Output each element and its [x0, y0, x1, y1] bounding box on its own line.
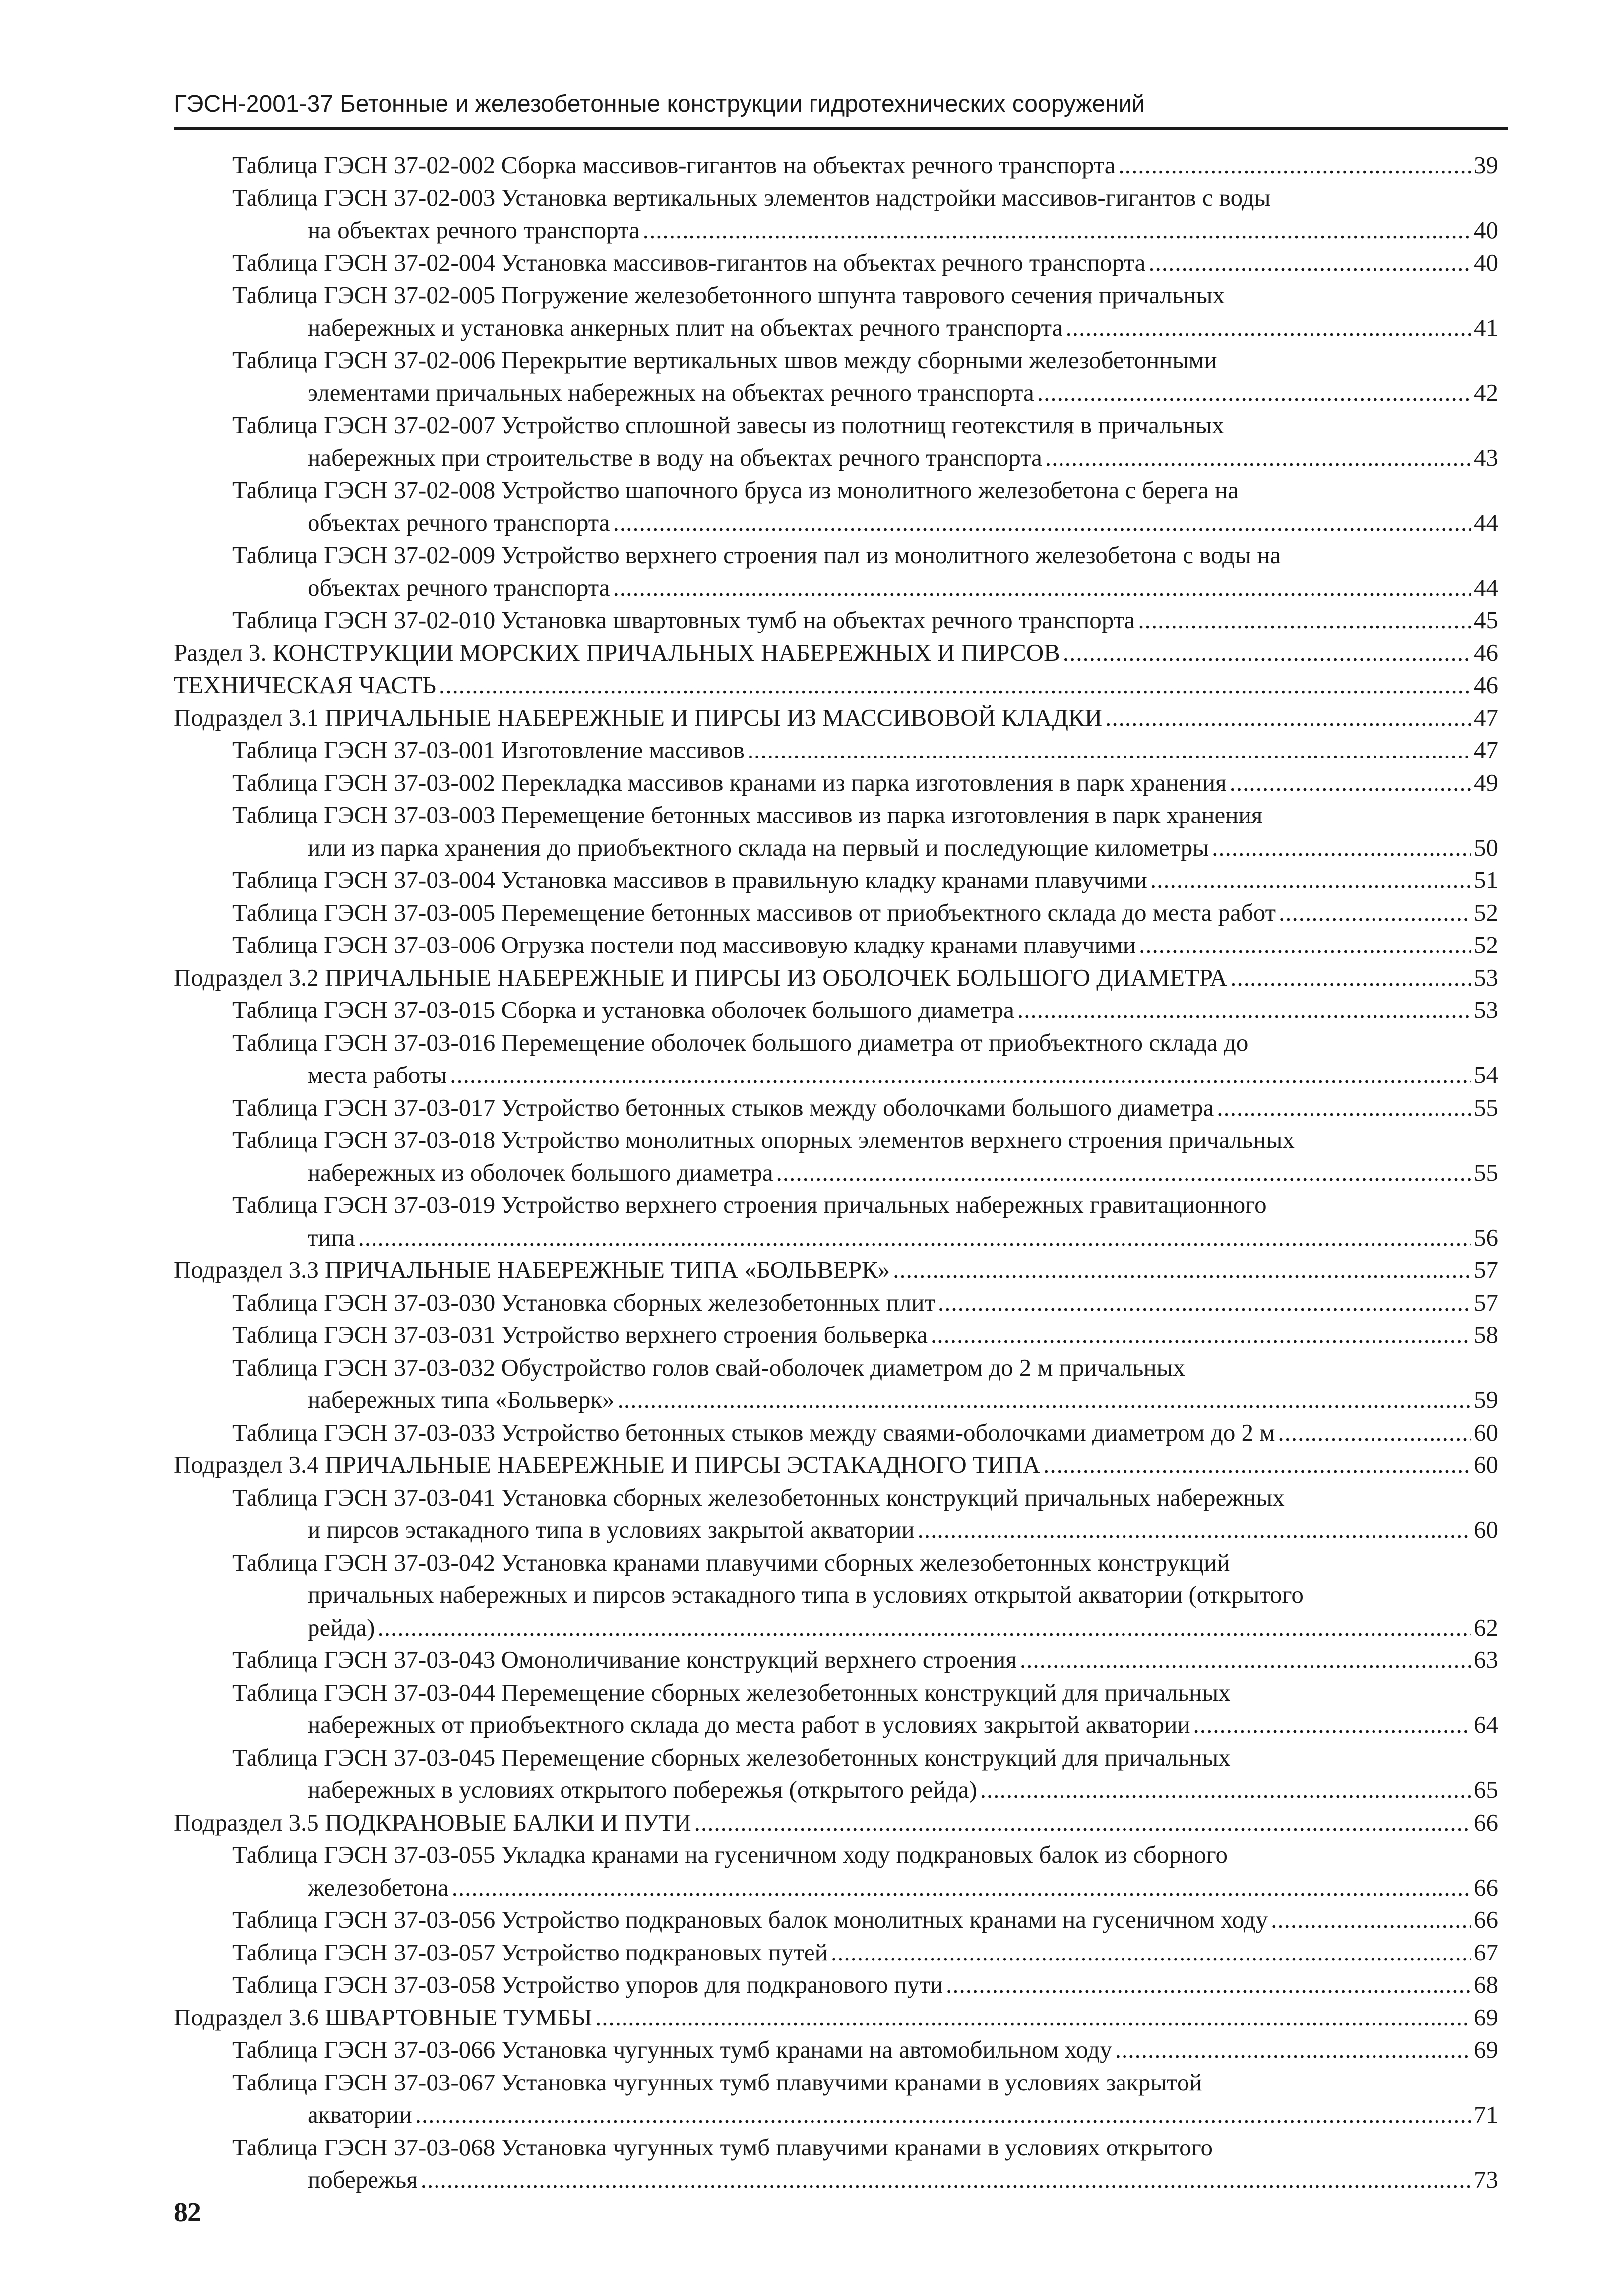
dot-leader [1065, 312, 1471, 344]
toc-entry-text: Таблица ГЭСН 37-02-008 Устройство шапочного бруса из монолитного железобетона с берега на [232, 476, 1239, 504]
toc-entry-text: Подраздел 3.6 ШВАРТОВНЫЕ ТУМБЫ [174, 2003, 592, 2031]
toc-entry-line [232, 1968, 1498, 2001]
toc-entry-text: Таблица ГЭСН 37-03-016 Перемещение оболочек большого диаметра от приобъектного склада до [232, 1028, 1249, 1056]
toc-entry-text: Таблица ГЭСН 37-03-055 Укладка кранами на гусеничном ходу подкрановых балок из сборного [232, 1841, 1228, 1868]
toc-entry-text: Таблица ГЭСН 37-03-031 Устройство верхнего строения больверка [232, 1321, 928, 1348]
dot-leader [938, 1286, 1471, 1319]
toc-entry-line [232, 929, 1498, 961]
toc-entry-text: Таблица ГЭСН 37-03-030 Установка сборных железобетонных плит [232, 1288, 935, 1316]
toc-entry-text: рейда) [308, 1613, 375, 1641]
toc-entry-text: Таблица ГЭСН 37-02-005 Погружение железобетонного шпунта таврового сечения причальных [232, 281, 1225, 309]
toc-entry-text: Таблица ГЭСН 37-03-006 Огрузка постели под массивовую кладку кранами плавучими [232, 931, 1136, 958]
toc-entry-line [308, 1514, 1498, 1546]
toc-entry-line [232, 1741, 1231, 1774]
toc-page-number: 57 [1474, 1256, 1498, 1283]
toc-entry-text: Таблица ГЭСН 37-03-042 Установка кранами плавучими сборных железобетонных конструкций [232, 1548, 1230, 1576]
toc-page-number: 52 [1474, 931, 1498, 958]
toc-entry-line [308, 571, 1498, 604]
toc-entry-text: или из парка хранения до приобъектного склада на первый и последующие километры [308, 833, 1209, 861]
toc-entry-text: Подраздел 3.2 ПРИЧАЛЬНЫЕ НАБЕРЕЖНЫЕ И ПИРСЫ ИЗ ОБОЛОЧЕК БОЛЬШОГО ДИАМЕТРА [174, 963, 1228, 991]
toc-page-number: 60 [1474, 1516, 1498, 1543]
toc-entry-line [232, 864, 1498, 896]
toc-entry-line [232, 1189, 1267, 1221]
toc-section-line [174, 1449, 1498, 1481]
toc-section-line [174, 1806, 1498, 1839]
toc-entry-line [232, 799, 1262, 831]
toc-entry-text: Таблица ГЭСН 37-03-045 Перемещение сборных железобетонных конструкций для причальных [232, 1743, 1231, 1771]
dot-leader [1063, 636, 1471, 669]
toc-entry-line [232, 1026, 1248, 1059]
toc-page-number: 64 [1474, 1711, 1498, 1738]
toc-entry-line [232, 1838, 1228, 1871]
toc-entry-line [308, 377, 1498, 409]
toc-entry-line [308, 2163, 1498, 2196]
toc-entry-line [308, 1156, 1498, 1189]
dot-leader [377, 1611, 1471, 1644]
dot-leader [618, 1384, 1471, 1416]
toc-page-number: 68 [1474, 1971, 1498, 1998]
toc-entry-text: ТЕХНИЧЕСКАЯ ЧАСТЬ [174, 671, 437, 698]
toc-page-number: 56 [1474, 1223, 1498, 1251]
toc-entry-text: на объектах речного транспорта [308, 216, 640, 244]
toc-entry-line [232, 539, 1281, 571]
toc-entry-text: Таблица ГЭСН 37-03-068 Установка чугунных тумб плавучими кранами в условиях открытого [232, 2133, 1213, 2161]
dot-leader [694, 1806, 1471, 1839]
toc-entry-text: места работы [308, 1061, 447, 1088]
dot-leader [1278, 1416, 1471, 1449]
toc-page-number: 45 [1474, 606, 1498, 633]
dot-leader [452, 1871, 1471, 1904]
dot-leader [1230, 961, 1471, 994]
dot-leader [748, 734, 1471, 766]
toc-entry-line [232, 247, 1498, 279]
toc-entry-text: Таблица ГЭСН 37-03-041 Установка сборных железобетонных конструкций причальных набережных [232, 1483, 1285, 1511]
toc-entry-text: объектах речного транспорта [308, 573, 610, 601]
toc-entry-line [232, 1319, 1498, 1351]
toc-page-number: 40 [1474, 216, 1498, 244]
toc-entry-text: причальных набережных и пирсов эстакадного типа в условиях открытой акватории (открытого [308, 1581, 1304, 1608]
toc-page-number: 60 [1474, 1418, 1498, 1446]
toc-entry-text: объектах речного транспорта [308, 508, 610, 536]
toc-entry-text: набережных типа «Больверк» [308, 1386, 615, 1413]
toc-entry-line [308, 2098, 1498, 2131]
toc-entry-line [232, 149, 1498, 182]
dot-leader [1118, 149, 1471, 182]
toc-section-line [174, 1254, 1498, 1286]
toc-entry-line [232, 1124, 1295, 1156]
toc-entry-text: Таблица ГЭСН 37-03-032 Обустройство голов свай-оболочек диаметром до 2 м причальных [232, 1353, 1186, 1381]
toc-section-line [174, 669, 1498, 701]
toc-page-number: 47 [1474, 703, 1498, 731]
dot-leader [1043, 1449, 1471, 1481]
dot-leader [1212, 831, 1471, 864]
toc-page-number: 53 [1474, 963, 1498, 991]
dot-leader [1037, 377, 1471, 409]
toc-entry-line [308, 1708, 1498, 1741]
toc-entry-line [232, 1481, 1285, 1514]
dot-leader [1230, 766, 1471, 799]
toc-section-line [174, 2001, 1498, 2034]
toc-page-number: 69 [1474, 2036, 1498, 2063]
toc-entry-line [232, 474, 1239, 506]
toc-entry-line [232, 2131, 1213, 2164]
toc-page-number: 43 [1474, 443, 1498, 471]
toc-page-number: 55 [1474, 1093, 1498, 1121]
dot-leader [421, 2163, 1471, 2196]
toc-entry-text: акватории [308, 2101, 412, 2128]
toc-entry-text: Таблица ГЭСН 37-02-010 Установка швартовных тумб на объектах речного транспорта [232, 606, 1135, 633]
dot-leader [1150, 864, 1471, 896]
toc-entry-line [232, 1091, 1498, 1124]
dot-leader [1148, 247, 1471, 279]
toc-page-number: 66 [1474, 1906, 1498, 1933]
dot-leader [946, 1968, 1471, 2001]
dot-leader [1020, 1643, 1471, 1676]
dot-leader [831, 1936, 1471, 1969]
toc-entry-text: Таблица ГЭСН 37-03-057 Устройство подкрановых путей [232, 1938, 828, 1966]
toc-page-number: 73 [1474, 2166, 1498, 2193]
toc-entry-line [308, 1871, 1498, 1904]
toc-page-number: 60 [1474, 1451, 1498, 1478]
toc-page-number: 71 [1474, 2101, 1498, 2128]
toc-entry-line [232, 1546, 1230, 1579]
toc-entry-text: Таблица ГЭСН 37-03-044 Перемещение сборных железобетонных конструкций для причальных [232, 1678, 1231, 1706]
dot-leader [613, 506, 1471, 539]
toc-page-number: 42 [1474, 379, 1498, 406]
toc-entry-text: Таблица ГЭСН 37-03-067 Установка чугунных тумб плавучими кранами в условиях закрытой [232, 2068, 1202, 2096]
toc-entry-line [308, 1611, 1498, 1644]
toc-page-number: 49 [1474, 768, 1498, 796]
toc-page-number: 66 [1474, 1873, 1498, 1901]
toc-page-number: 67 [1474, 1938, 1498, 1966]
toc-page-number: 50 [1474, 833, 1498, 861]
dot-leader [1193, 1708, 1471, 1741]
toc-entry-line [232, 994, 1498, 1026]
toc-entry-line [308, 442, 1498, 474]
dot-leader [439, 669, 1471, 701]
toc-page-number: 41 [1474, 314, 1498, 341]
page-number: 82 [174, 2197, 201, 2228]
toc-entry-text: элементами причальных набережных на объектах речного транспорта [308, 379, 1034, 406]
dot-leader [358, 1221, 1471, 1254]
toc-entry-line [232, 604, 1498, 636]
toc-entry-line [308, 1059, 1498, 1091]
toc-page-number: 65 [1474, 1776, 1498, 1803]
toc-entry-text: Таблица ГЭСН 37-03-033 Устройство бетонных стыков между сваями-оболочками диаметром до 2 м [232, 1418, 1275, 1446]
toc-page-number: 62 [1474, 1613, 1498, 1641]
toc-entry-text: набережных из оболочек большого диаметра [308, 1158, 773, 1186]
header-rule [174, 127, 1508, 130]
dot-leader [1279, 896, 1471, 929]
toc-entry-text: Подраздел 3.3 ПРИЧАЛЬНЫЕ НАБЕРЕЖНЫЕ ТИПА «БОЛЬВЕРК» [174, 1256, 890, 1283]
toc-entry-text: набережных в условиях открытого побережья (открытого рейда) [308, 1776, 977, 1803]
toc-entry-text: побережья [308, 2166, 418, 2193]
toc-entry-text: набережных от приобъектного склада до места работ в условиях закрытой акватории [308, 1711, 1190, 1738]
dot-leader [595, 2001, 1471, 2034]
toc-entry-text: железобетона [308, 1873, 449, 1901]
toc-entry-text: Таблица ГЭСН 37-03-056 Устройство подкрановых балок монолитных кранами на гусеничном ходу [232, 1906, 1268, 1933]
toc-page-number: 66 [1474, 1808, 1498, 1836]
dot-leader [450, 1059, 1471, 1091]
toc-entry-text: Таблица ГЭСН 37-02-003 Установка вертикальных элементов надстройки массивов-гигантов с воды [232, 184, 1271, 211]
toc-entry-text: набережных при строительстве в воду на объектах речного транспорта [308, 443, 1042, 471]
toc-section-line [174, 961, 1498, 994]
toc-page-number: 54 [1474, 1061, 1498, 1088]
toc-entry-text: Таблица ГЭСН 37-03-019 Устройство верхнего строения причальных набережных гравитационного [232, 1191, 1267, 1218]
toc-entry-line [232, 1676, 1231, 1709]
toc-page-number: 53 [1474, 996, 1498, 1023]
dot-leader [918, 1514, 1471, 1546]
toc-page-number: 52 [1474, 898, 1498, 926]
toc-entry-line [232, 1286, 1498, 1319]
toc-entry-line [232, 279, 1225, 312]
dot-leader [415, 2098, 1471, 2131]
toc-entry-line [308, 1579, 1304, 1611]
toc-entry-line [232, 766, 1498, 799]
dot-leader [643, 214, 1471, 247]
dot-leader [931, 1319, 1471, 1351]
dot-leader [980, 1773, 1471, 1806]
toc-page-number: 58 [1474, 1321, 1498, 1348]
toc-entry-text: Таблица ГЭСН 37-03-003 Перемещение бетонных массивов из парка изготовления в парк хранения [232, 801, 1263, 828]
toc-page-number: 55 [1474, 1158, 1498, 1186]
toc-entry-text: Таблица ГЭСН 37-02-006 Перекрытие вертикальных швов между сборными железобетонными [232, 346, 1217, 374]
toc-page-number: 39 [1474, 151, 1498, 179]
toc-entry-line [308, 1773, 1498, 1806]
toc-page-number: 57 [1474, 1288, 1498, 1316]
toc-entry-text: Таблица ГЭСН 37-02-002 Сборка массивов-гигантов на объектах речного транспорта [232, 151, 1116, 179]
toc-entry-line [308, 831, 1498, 864]
toc-entry-line [232, 896, 1498, 929]
dot-leader [613, 571, 1471, 604]
dot-leader [776, 1156, 1471, 1189]
toc-section-line [174, 701, 1498, 734]
toc-entry-text: Таблица ГЭСН 37-03-004 Установка массивов в правильную кладку кранами плавучими [232, 866, 1147, 893]
toc-page-number: 47 [1474, 736, 1498, 763]
dot-leader [1139, 929, 1471, 961]
dot-leader [1217, 1091, 1471, 1124]
toc-entry-line [308, 506, 1498, 539]
toc-entry-line [308, 312, 1498, 344]
toc-page-number: 40 [1474, 249, 1498, 276]
dot-leader [1115, 2033, 1471, 2066]
toc-entry-text: набережных и установка анкерных плит на объектах речного транспорта [308, 314, 1063, 341]
toc-page-number: 46 [1474, 671, 1498, 698]
toc-entry-line [232, 734, 1498, 766]
toc-page-number: 44 [1474, 573, 1498, 601]
dot-leader [1105, 701, 1471, 734]
toc-page-number: 69 [1474, 2003, 1498, 2031]
running-header: ГЭСН-2001-37 Бетонные и железобетонные конструкции гидротехнических сооружений [174, 91, 1145, 117]
toc-entry-line [232, 1643, 1498, 1676]
toc-entry-line [232, 409, 1224, 442]
toc-entry-text: и пирсов эстакадного типа в условиях закрытой акватории [308, 1516, 915, 1543]
toc-entry-text: Таблица ГЭСН 37-03-058 Устройство упоров для подкранового пути [232, 1971, 943, 1998]
dot-leader [1045, 442, 1471, 474]
toc-entry-line [232, 2066, 1202, 2099]
toc-page-number: 51 [1474, 866, 1498, 893]
toc-entry-text: Таблица ГЭСН 37-03-066 Установка чугунных тумб кранами на автомобильном ходу [232, 2036, 1112, 2063]
toc-entry-line [232, 1903, 1498, 1936]
toc-entry-line [232, 1416, 1498, 1449]
toc-entry-line [232, 182, 1271, 214]
toc-entry-line [232, 344, 1217, 377]
toc-entry-text: Раздел 3. КОНСТРУКЦИИ МОРСКИХ ПРИЧАЛЬНЫХ НАБЕРЕЖНЫХ И ПИРСОВ [174, 638, 1060, 666]
toc-entry-text: Таблица ГЭСН 37-03-015 Сборка и установка оболочек большого диаметра [232, 996, 1014, 1023]
toc-page-number: 44 [1474, 508, 1498, 536]
toc-page-number: 59 [1474, 1386, 1498, 1413]
dot-leader [1017, 994, 1471, 1026]
toc-entry-line [232, 1351, 1185, 1384]
toc-entry-text: Подраздел 3.5 ПОДКРАНОВЫЕ БАЛКИ И ПУТИ [174, 1808, 691, 1836]
toc-page-number: 63 [1474, 1646, 1498, 1673]
toc-entry-line [308, 214, 1498, 247]
toc-entry-text: Таблица ГЭСН 37-02-004 Установка массивов-гигантов на объектах речного транспорта [232, 249, 1146, 276]
toc-entry-text: Таблица ГЭСН 37-03-018 Устройство монолитных опорных элементов верхнего строения причальных [232, 1126, 1295, 1153]
toc-entry-text: Таблица ГЭСН 37-03-001 Изготовление массивов [232, 736, 745, 763]
toc-entry-text: Таблица ГЭСН 37-03-002 Перекладка массивов кранами из парка изготовления в парк хранения [232, 768, 1227, 796]
toc-entry-line [232, 1936, 1498, 1969]
toc-entry-text: типа [308, 1223, 355, 1251]
toc-entry-line [232, 2033, 1498, 2066]
toc-section-line [174, 636, 1498, 669]
toc-entry-text: Таблица ГЭСН 37-02-009 Устройство верхнего строения пал из монолитного железобетона с воды на [232, 541, 1281, 569]
toc-entry-line [308, 1384, 1498, 1416]
toc-entry-text: Таблица ГЭСН 37-03-005 Перемещение бетонных массивов от приобъектного склада до места работ [232, 898, 1276, 926]
dot-leader [1271, 1903, 1471, 1936]
toc-entry-text: Подраздел 3.1 ПРИЧАЛЬНЫЕ НАБЕРЕЖНЫЕ И ПИРСЫ ИЗ МАССИВОВОЙ КЛАДКИ [174, 703, 1103, 731]
toc-entry-text: Таблица ГЭСН 37-03-017 Устройство бетонных стыков между оболочками большого диаметра [232, 1093, 1214, 1121]
toc-entry-text: Подраздел 3.4 ПРИЧАЛЬНЫЕ НАБЕРЕЖНЫЕ И ПИРСЫ ЭСТАКАДНОГО ТИПА [174, 1451, 1041, 1478]
dot-leader [893, 1254, 1471, 1286]
toc-entry-line [308, 1221, 1498, 1254]
toc-entry-text: Таблица ГЭСН 37-02-007 Устройство сплошной завесы из полотнищ геотекстиля в причальных [232, 411, 1224, 439]
dot-leader [1138, 604, 1471, 636]
toc-page-number: 46 [1474, 638, 1498, 666]
toc-entry-text: Таблица ГЭСН 37-03-043 Омоноличивание конструкций верхнего строения [232, 1646, 1017, 1673]
